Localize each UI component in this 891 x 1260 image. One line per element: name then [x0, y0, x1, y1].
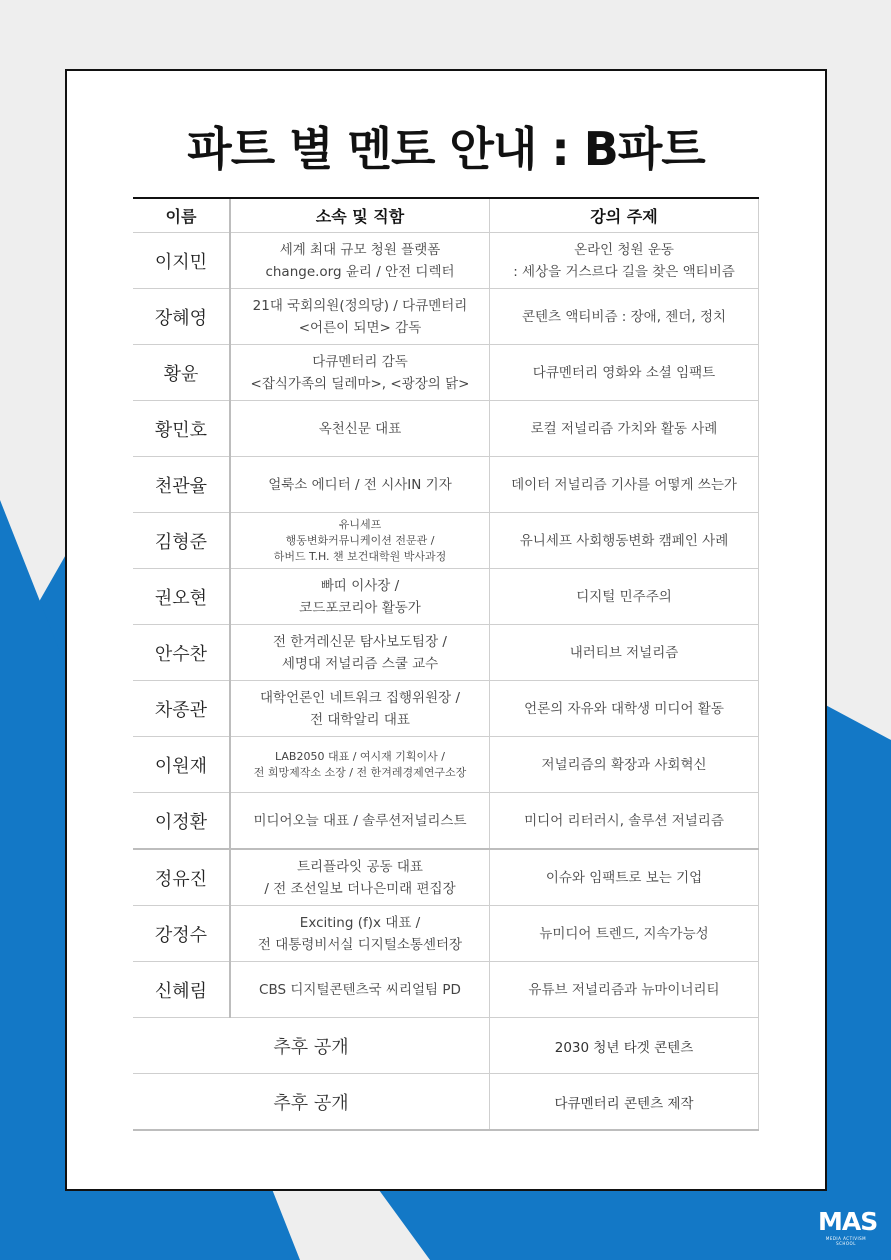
affiliation-line: 얼룩소 에디터 / 전 시사IN 기자: [268, 476, 452, 493]
table-row-tbd: [133, 1074, 759, 1131]
tbd-topic: 다큐멘터리 콘텐츠 제작: [490, 1074, 759, 1131]
topic-line: 데이터 저널리즘 기사를 어떻게 쓰는가: [511, 476, 737, 493]
lecture-topic: [490, 849, 759, 906]
mentor-affiliation: [230, 681, 490, 737]
mentor-affiliation: [230, 569, 490, 625]
mentor-name: 김형준: [133, 513, 230, 569]
affiliation-line: change.org 윤리 / 안전 디렉터: [265, 263, 455, 280]
lecture-topic: [490, 569, 759, 625]
table-row: [133, 849, 759, 906]
topic-line: 미디어 리터러시, 솔루션 저널리즘: [524, 812, 724, 829]
mentor-name: 안수찬: [133, 625, 230, 681]
logo-text: MAS: [818, 1207, 878, 1236]
mentor-affiliation: [230, 401, 490, 457]
lecture-topic: [490, 793, 759, 850]
affiliation-line: 행동변화커뮤니케이션 전문관 /: [285, 533, 435, 547]
lecture-topic: [490, 962, 759, 1018]
affiliation-line: 빠띠 이사장 /: [320, 577, 400, 594]
table-row-tbd: [133, 1018, 759, 1074]
mentor-affiliation: [230, 289, 490, 345]
mentor-affiliation: [230, 345, 490, 401]
logo-subtext: MEDIA ACTIVISM SCHOOL: [825, 1236, 867, 1246]
topic-line: 저널리즘의 확장과 사회혁신: [541, 756, 707, 773]
mentor-affiliation: [230, 849, 490, 906]
table-row: [133, 457, 759, 513]
topic-line: 이슈와 임팩트로 보는 기업: [545, 869, 703, 886]
mentor-name: 황윤: [133, 345, 230, 401]
affiliation-line: 미디어오늘 대표 / 솔루션저널리스트: [253, 812, 467, 829]
affiliation-line: 21대 국회의원(정의당) / 다큐멘터리: [252, 297, 468, 314]
mentor-table: [133, 197, 759, 1131]
table-row: [133, 906, 759, 962]
mas-logo: [818, 1207, 878, 1246]
mentor-affiliation: [230, 513, 490, 569]
mentor-affiliation: [230, 793, 490, 850]
affiliation-line: 전 희망제작소 소장 / 전 한겨레경제연구소장: [253, 765, 467, 779]
affiliation-line: 대학언론인 네트워크 집행위원장 /: [260, 689, 460, 706]
mentor-card: [65, 69, 827, 1191]
affiliation-line: Exciting (f)x 대표 /: [299, 914, 421, 931]
mentor-affiliation: [230, 737, 490, 793]
affiliation-line: 옥천신문 대표: [318, 420, 402, 437]
table-row: [133, 793, 759, 850]
lecture-topic: [490, 906, 759, 962]
lecture-topic: [490, 289, 759, 345]
affiliation-line: 세명대 저널리즘 스쿨 교수: [281, 655, 439, 672]
tbd-topic: 2030 청년 타겟 콘텐츠: [490, 1018, 759, 1074]
lecture-topic: [490, 681, 759, 737]
mentor-affiliation: [230, 625, 490, 681]
lecture-topic: [490, 401, 759, 457]
table-row: [133, 681, 759, 737]
mentor-affiliation: [230, 906, 490, 962]
page-title: 파트 별 멘토 안내 : B파트: [187, 122, 705, 176]
mentor-name: 정유진: [133, 849, 230, 906]
affiliation-line: 전 한겨레신문 탐사보도팀장 /: [273, 633, 447, 650]
affiliation-line: 전 대통령비서실 디지털소통센터장: [257, 936, 463, 953]
header-topic: 강의 주제: [490, 198, 759, 233]
mentor-name: 신혜림: [133, 962, 230, 1018]
table-row: [133, 401, 759, 457]
topic-line: 로컬 저널리즘 가치와 활동 사례: [530, 420, 718, 437]
mentor-affiliation: [230, 233, 490, 289]
topic-line: 유니세프 사회행동변화 캠페인 사례: [519, 532, 729, 549]
mentor-name: 이정환: [133, 793, 230, 850]
topic-line: 내러티브 저널리즘: [569, 644, 679, 661]
mentor-table-body: [133, 233, 759, 1131]
mentor-name: 권오현: [133, 569, 230, 625]
affiliation-line: LAB2050 대표 / 여시재 기획이사 /: [275, 749, 445, 763]
mentor-name: 차종관: [133, 681, 230, 737]
affiliation-line: / 전 조선일보 더나은미래 편집장: [264, 880, 456, 897]
header-name: 이름: [133, 198, 230, 233]
header-affiliation: 소속 및 직함: [230, 198, 490, 233]
topic-line: 다큐멘터리 영화와 소셜 임팩트: [532, 364, 716, 381]
topic-line: 디지털 민주주의: [576, 588, 672, 605]
affiliation-line: 하버드 T.H. 챈 보건대학원 박사과정: [273, 549, 447, 563]
mentor-name: 장혜영: [133, 289, 230, 345]
affiliation-line: 유니세프: [338, 517, 382, 531]
table-row: [133, 289, 759, 345]
table-header-row: [133, 198, 759, 233]
table-row: [133, 569, 759, 625]
affiliation-line: 세계 최대 규모 청원 플랫폼: [279, 241, 441, 258]
table-row: [133, 513, 759, 569]
table-row: [133, 233, 759, 289]
mentor-affiliation: [230, 457, 490, 513]
mentor-affiliation: [230, 962, 490, 1018]
topic-line: 콘텐츠 액티비즘 : 장애, 젠더, 정치: [521, 308, 727, 325]
affiliation-line: <잡식가족의 딜레마>, <광장의 닭>: [250, 375, 470, 392]
affiliation-line: 다큐멘터리 감독: [312, 353, 408, 370]
lecture-topic: [490, 457, 759, 513]
topic-line: : 세상을 거스르다 길을 찾은 액티비즘: [513, 263, 735, 280]
lecture-topic: [490, 233, 759, 289]
affiliation-line: CBS 디지털콘텐츠국 씨리얼팀 PD: [259, 981, 461, 998]
lecture-topic: [490, 513, 759, 569]
affiliation-line: 트리플라잇 공동 대표: [297, 858, 423, 875]
mentor-name: 강정수: [133, 906, 230, 962]
table-row: [133, 625, 759, 681]
topic-line: 유튜브 저널리즘과 뉴마이너리티: [528, 981, 720, 998]
table-row: [133, 962, 759, 1018]
affiliation-line: <어른이 되면> 감독: [298, 319, 422, 336]
mentor-name: 이지민: [133, 233, 230, 289]
lecture-topic: [490, 345, 759, 401]
topic-line: 뉴미디어 트렌드, 지속가능성: [539, 925, 709, 942]
table-row: [133, 345, 759, 401]
mentor-name: 황민호: [133, 401, 230, 457]
affiliation-line: 코드포코리아 활동가: [299, 599, 421, 616]
mentor-name: 천관율: [133, 457, 230, 513]
tbd-label: 추후 공개: [133, 1074, 490, 1131]
affiliation-line: 전 대학알리 대표: [310, 711, 410, 728]
topic-line: 온라인 청원 운동: [574, 241, 674, 258]
lecture-topic: [490, 625, 759, 681]
tbd-label: 추후 공개: [133, 1018, 490, 1074]
lecture-topic: [490, 737, 759, 793]
table-row: [133, 737, 759, 793]
mentor-name: 이원재: [133, 737, 230, 793]
topic-line: 언론의 자유와 대학생 미디어 활동: [524, 700, 724, 717]
